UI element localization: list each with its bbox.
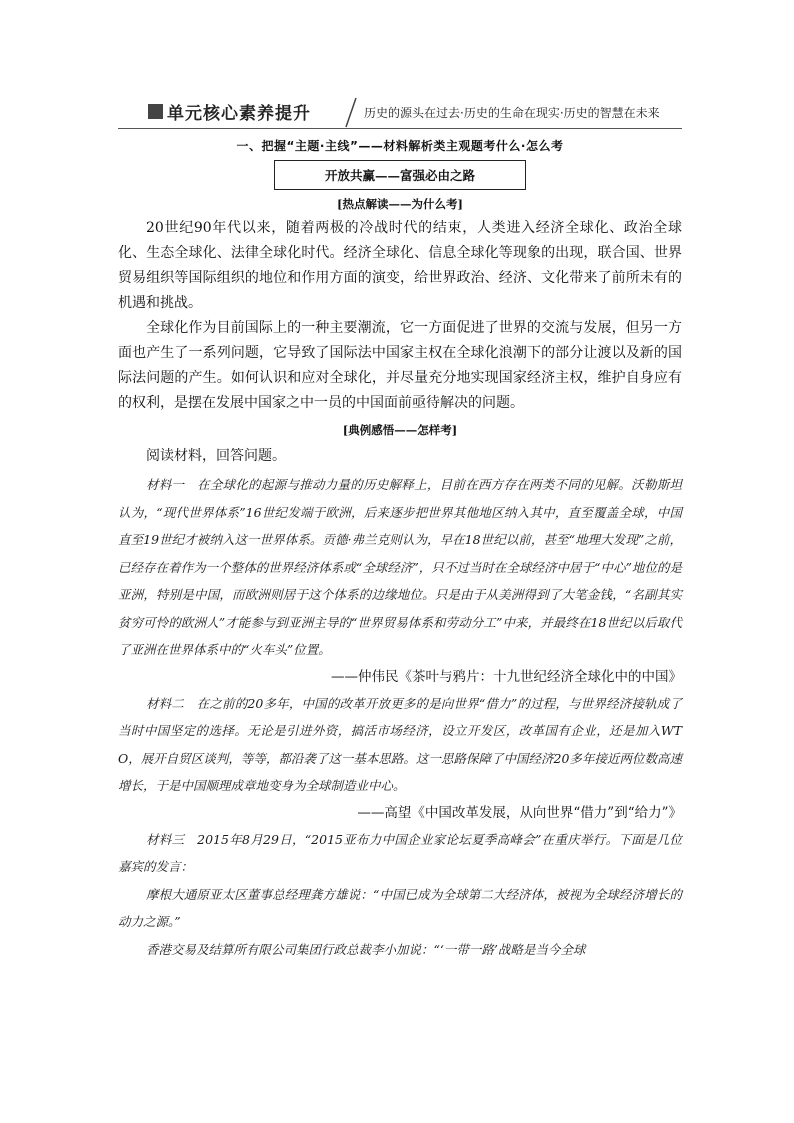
topic-box-title: 开放共赢——富强必由之路 xyxy=(274,160,526,190)
section-subtitle: 一、把握“主题·主线”——材料解析类主观题考什么·怎么考 xyxy=(236,139,564,153)
square-icon xyxy=(148,104,163,119)
hotspot-label: [热点解读——为什么考] xyxy=(337,197,463,211)
example-label: [典例感悟——怎样考] xyxy=(342,423,458,437)
unit-motto: 历史的源头在过去·历史的生命在现实·历史的智慧在未来 xyxy=(364,106,660,120)
instruction-text: 阅读材料，回答问题。 xyxy=(146,448,286,464)
intro-paragraph-2: 全球化作为目前国际上的一种主要潮流，它一方面促进了世界的交流与发展，但另一方面也产生了一系列问题，它导致了国际法中国家主权在全球化浪潮下的部分让渡以及新的国际法问题的产生。如何认识和应对全球化，并尽量充分地实现国家经济主权，维护自身应有的权利，是摆在发展中国家之中一员的中国面前亟待解决的问题。 xyxy=(118,320,682,411)
unit-title-tag xyxy=(148,98,311,124)
material-3-quote-2: 香港交易及结算所有限公司集团行政总裁李小加说：“‘一带一路’战略是当今全球 xyxy=(146,941,586,957)
material-1: 材料一 在全球化的起源与推动力量的历史解释上，目前在西方存在两类不同的见解。沃勒斯坦认为，“现代世界体系”16世纪发端于欧洲，后来逐步把世界其他地区纳入其中，直至覆盖全球，中国直至19世纪才被纳入这一世界体系。贡德·弗兰克则认为，早在18世纪以前，甚至“地理大发现”之前，已经存在着作为一个整体的世界经济体系或“全球经济”，只不过当时在全球经济中居于“中心”地位的是亚洲，特别是中国，而欧洲则居于这个体系的边缘地位。只是由于从美洲得到了大笔金钱，“名副其实贫穷可怜的欧洲人”才能参与到亚洲主导的“世界贸易体系和劳动分工”中来，并最终在18世纪以后取代了亚洲在世界体系中的“火车头”位置。 xyxy=(118,477,682,657)
material-2: 材料二 在之前的20多年，中国的改革开放更多的是向世界“借力”的过程，与世界经济接轨成了当时中国坚定的选择。无论是引进外资，搞活市场经济，设立开发区，改革国有企业，还是加入WTO，展开自贸区谈判，等等，都沿袭了这一基本思路。这一思路保障了中国经济20多年接近两位数高速增长，于是中国顺理成章地变身为全球制造业中心。 xyxy=(118,695,682,793)
material-1-source: ——仲伟民《茶叶与鸦片：十九世纪经济全球化中的中国》 xyxy=(331,668,682,685)
material-3-quote-1: 摩根大通原亚太区董事总经理龚方雄说：“中国已成为全球第二大经济体，被视为全球经济增长的动力之源。” xyxy=(118,886,682,929)
material-2-source: ——高望《中国改革发展，从向世界“借力”到“给力”》 xyxy=(357,804,682,821)
slash-divider-icon xyxy=(344,96,358,128)
intro-paragraph-1: 20世纪90年代以来，随着两极的冷战时代的结束，人类进入经济全球化、政治全球化、生态全球化、法律全球化时代。经济全球化、信息全球化等现象的出现，联合国、世界贸易组织等国际组织的地位和作用方面的演变，给世界政治、经济、文化带来了前所未有的机遇和挑战。 xyxy=(118,220,682,311)
unit-title: 单元核心素养提升 xyxy=(167,103,311,124)
unit-banner xyxy=(118,96,682,129)
material-3-intro: 材料三 2015年8月29日，“2015亚布力中国企业家论坛夏季高峰会”在重庆举行。下面是几位嘉宾的发言： xyxy=(118,831,682,874)
document-page xyxy=(118,96,682,963)
